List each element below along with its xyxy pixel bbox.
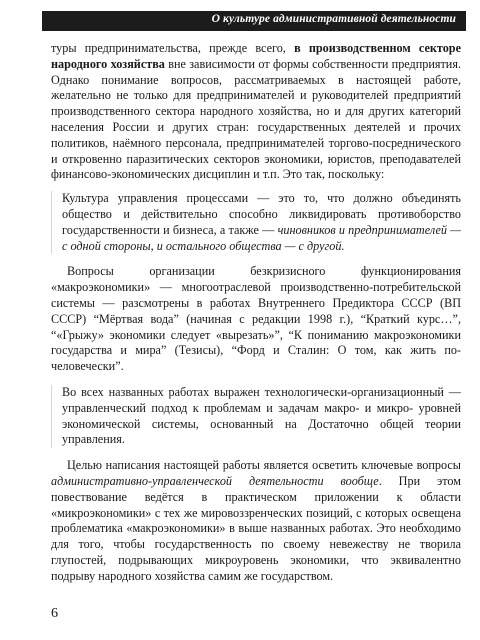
paragraph-1-rest: вне зависимости от формы собственности предприятия. Однако понимание вопросов, рассматриваемых в настоящей работе, желательно не только для предпринимателей и руководителей предприятий производственного сектора народного хозяйства, но и для других категорий населения России и других стран: государственных деятелей и прочих политиков, наёмного персонала, предпринимателей торгово-посреднического и откровенно паразитических секторов экономики, юристов, преподавателей финансово-экономических дисциплин и т.п. Это так, поскольку: [51,56,461,182]
paragraph-1 [51,41,461,183]
page-number: 6 [51,606,58,621]
quote-text: Культура управления процессами — это то, что должно объединять общество и действительно способно ликвидировать противоборство государственности и бизнеса, а также — [62,191,461,237]
quote-italic: чиновников и предпринимателей — с одной стороны, и остального общества — с другой. [62,222,462,253]
quote-block [51,191,461,254]
paragraph-4-lead: Целью написания настоящей работы является осветить ключевые вопросы [67,458,461,473]
paragraph-4 [51,458,461,584]
paragraph-1-lead: туры предпринимательства, прежде всего, [51,41,295,55]
paragraph-3: Во всех названных работах выражен технологически-организационный — управленческий подход к проблемам и задачам макро- и микро- уровней экономической системы, основанный на Достаточно общей теории управления. [51,385,461,448]
paragraph-4-italic: административно-управленческой деятельности вообще [51,473,379,488]
running-head-bar [42,11,466,31]
paragraph-4-rest: . При этом повествование ведётся в практическом приложении к области «микроэкономики» с тех же мировоззренческих позиций, с которых освещена проблематика «макроэкономики» в выше названных работах. Это необходимо для того, чтобы государственность по своему невежеству не творила глупостей, подрывающих микроуровень экономики, что эквивалентно подрыву народного хозяйства самим же государством. [51,473,461,583]
paragraph-1-bold: в производственном секторе народного хозяйства [51,41,461,71]
running-head: О культуре административной деятельности [211,13,456,25]
paragraph-2: Вопросы организации безкризисного функционирования «макроэкономики» — многоотраслевой производственно-потребительской системы — разсмотрены в работах Внутреннего Предиктора СССР (ВП СССР) “Мёртвая вода” (начиная с редакции 1998 г.), “Краткий курс…”, “«Грыжу» экономики следует «вырезать»”, “К пониманию макроэкономики государства и мира” (Тезисы), “Форд и Сталин: О том, как жить по-человечески”. [51,264,461,374]
page-body [51,41,461,585]
